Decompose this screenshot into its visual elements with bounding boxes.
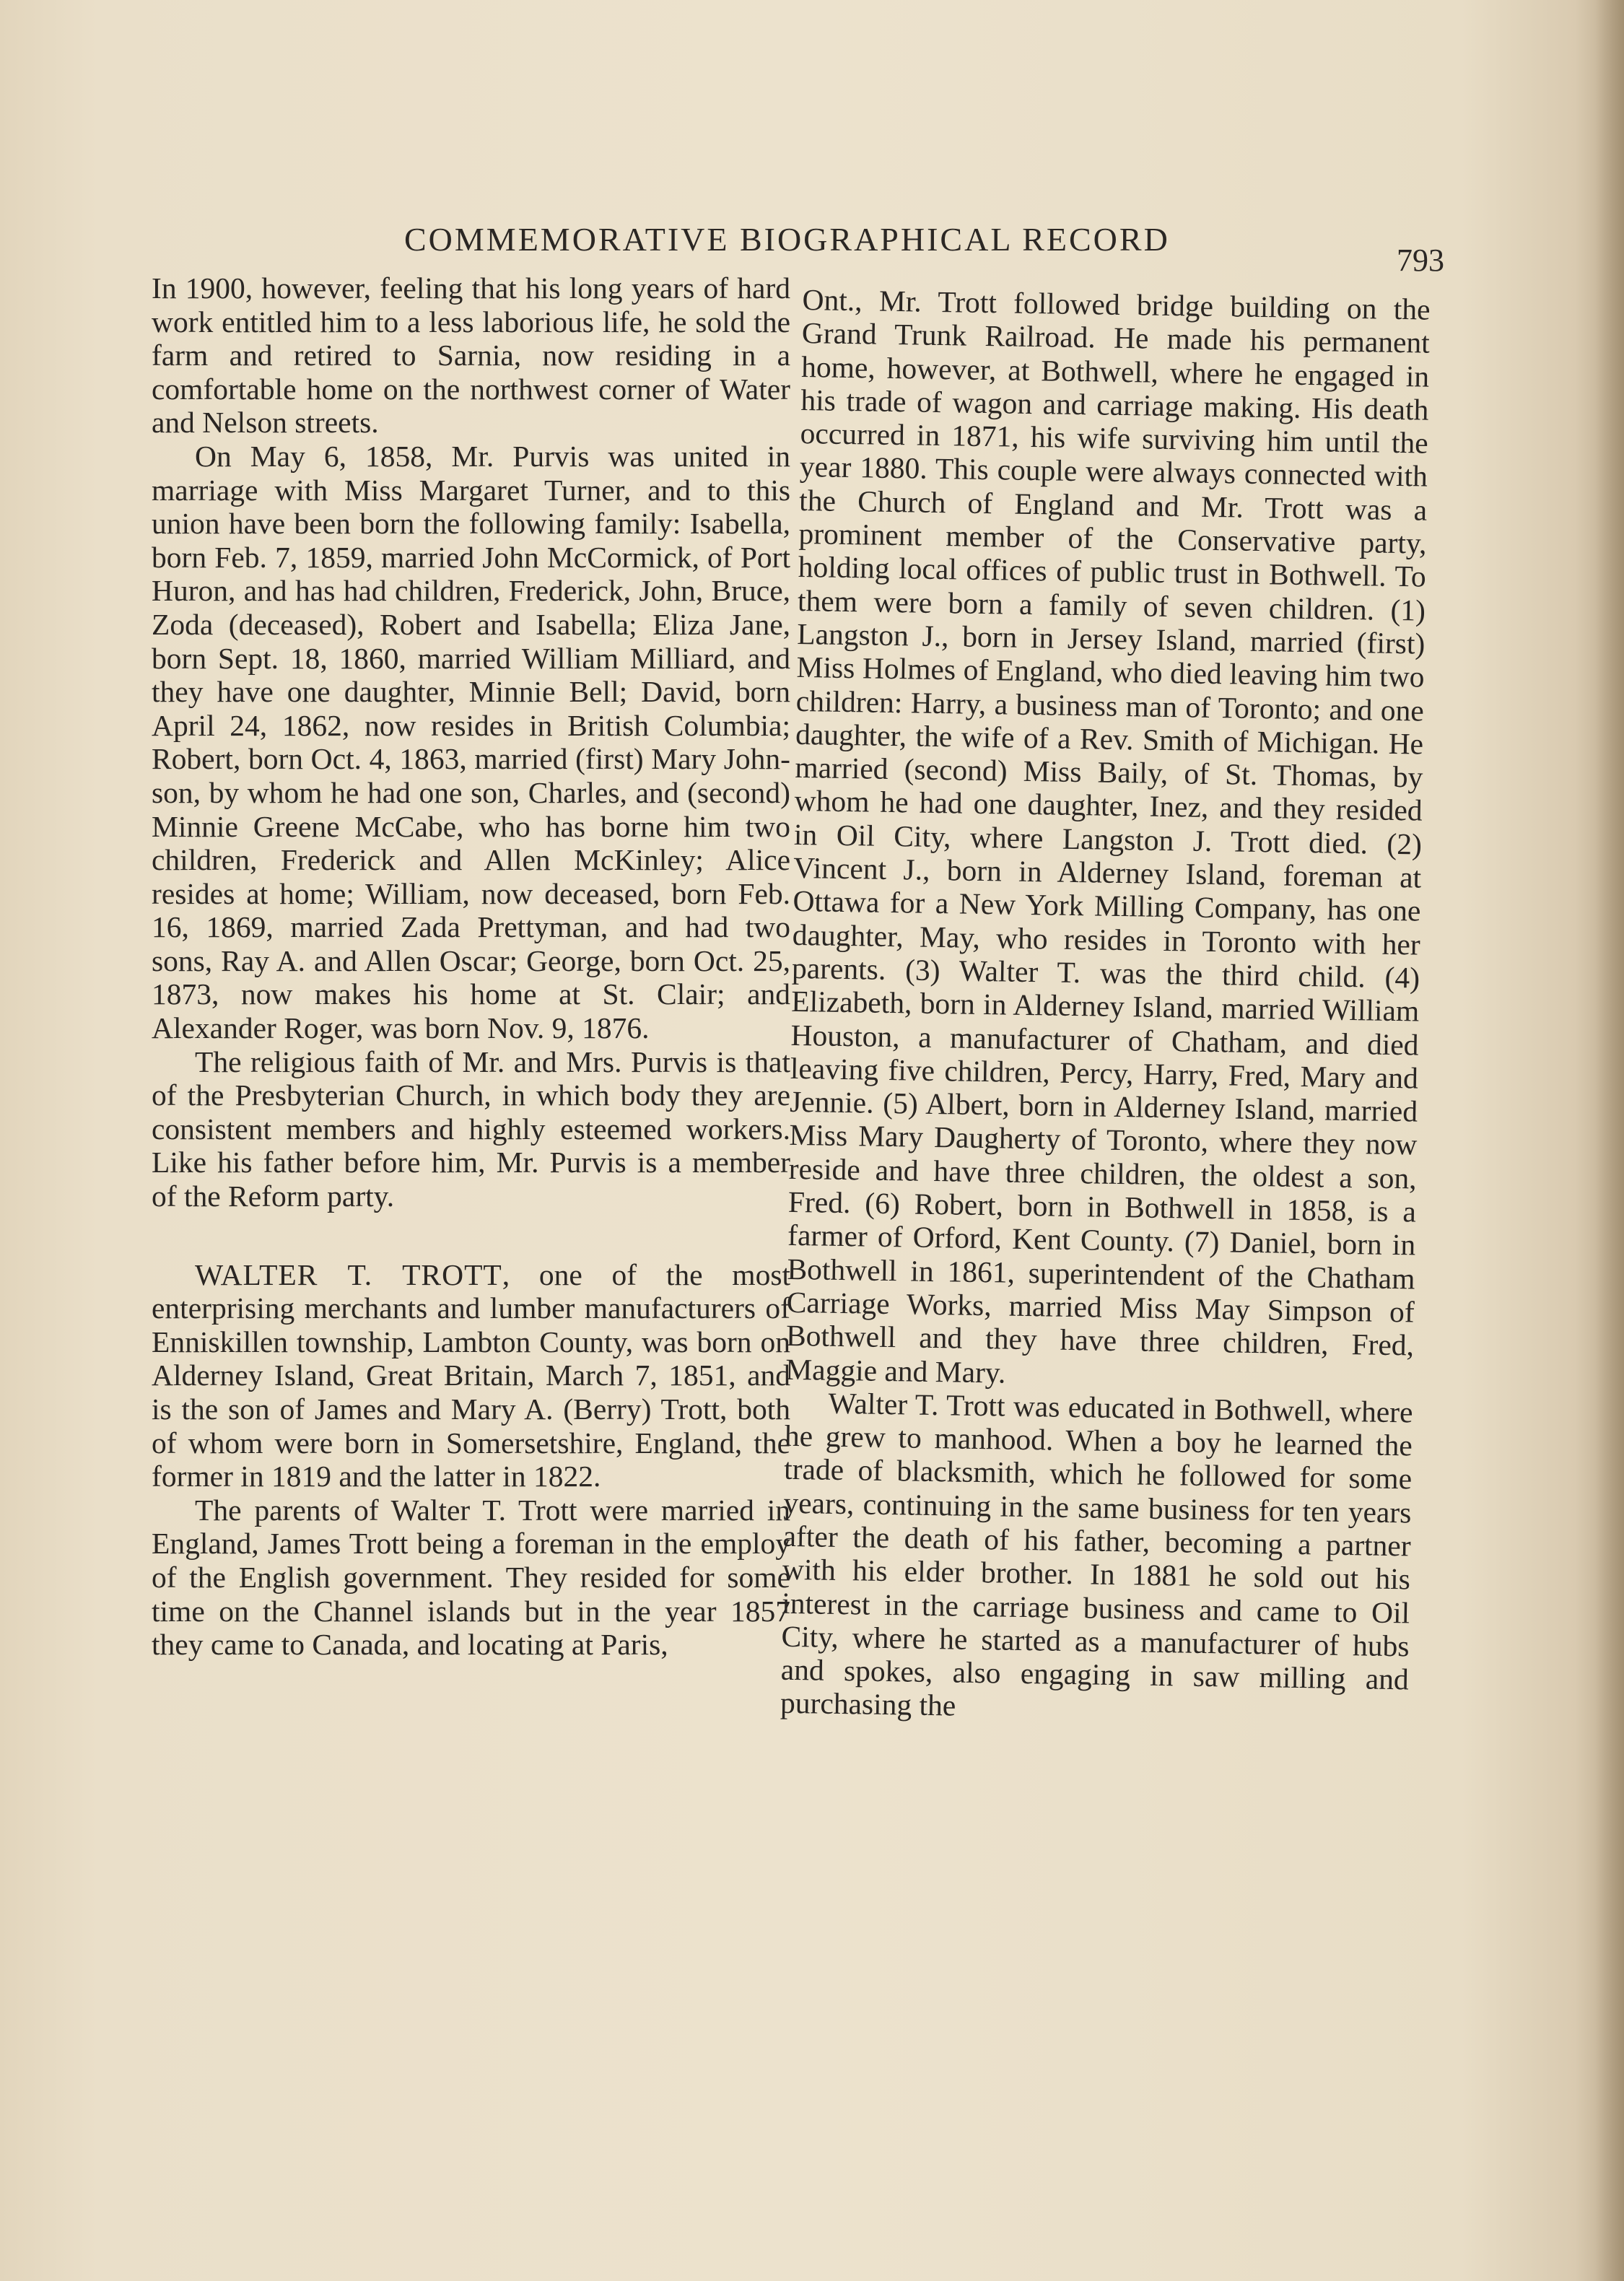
page-number: 793: [1397, 243, 1444, 278]
binding-shadow: [1595, 0, 1624, 2281]
left-column: [152, 271, 790, 1662]
right-column: [780, 283, 1431, 1730]
paragraph-purvis-family: On May 6, 1858, Mr. Purvis was united in marriage with Miss Margaret Turner, and to this union have been born the following family: Isabella, born Feb. 7, 1859, married John McCormick, of Port Huron, and has had children, Frederick, John, Bruce, Zoda (deceased), Robert and Isabella; Eliza Jane, born Sept. 18, 1860, married William Milliard, and they have one daughter, Minnie Bell; David, born April 24, 1862, now resides in British Columbia; Robert, born Oct. 4, 1863, married (first) Mary Johnson, by whom he had one son, Charles, and (second) Minnie Greene McCabe, who has borne him two children, Frederick and Allen McKinley; Alice resides at home; William, now deceased, born Feb. 16, 1869, married Zada Prettyman, and had two sons, Ray A. and Allen Oscar; George, born Oct. 25, 1873, now makes his home at St. Clair; and Alexander Roger, was born Nov. 9, 1876.: [152, 439, 790, 1045]
paragraph-trott-parents: The parents of Walter T. Trott were married in England, James Trott being a foreman in the employ of the English government. They resided for some time on the Channel islands but in the year 1857 they came to Canada, and locating at Paris,: [152, 1493, 790, 1662]
paragraph-trott-career: Walter T. Trott was educated in Bothwell, where he grew to manhood. When a boy he learned the trade of blacksmith, which he followed for some years, continuing in the same business for ten years after the death of his father, becoming a partner with his elder brother. In 1881 he sold out his interest in the carriage business and came to Oil City, where he started as a manufacturer of hubs and spokes, also engaging in saw milling and purchasing the: [780, 1386, 1413, 1723]
paragraph-trott-family: Ont., Mr. Trott followed bridge building on the Grand Trunk Railroad. He made his permanent home, however, at Bothwell, where he engaged in his trade of wagon and carriage making. His death occurred in 1871, his wife surviving him until the year 1880. This couple were always connected with the Church of England and Mr. Trott was a prominent member of the Conservative party, holding local offices of public trust in Bothwell. To them were born a family of seven children. (1) Langston J., born in Jersey Island, married (first) Miss Holmes of England, who died leaving him two children: Harry, a business man of Toronto; and one daughter, the wife of a Rev. Smith of Michigan. He married (second) Miss Baily, of St. Thomas, by whom he had one daughter, Inez, and they resided in Oil City, where Langston J. Trott died. (2) Vincent J., born in Alderney Island, foreman at Ottawa for a New York Milling Company, has one daughter, May, who resides in Toronto with her parents. (3) Walter T. was the third child. (4) Elizabeth, born in Alderney Island, married William Houston, a manufacturer of Chatham, and died leaving five children, Percy, Harry, Fred, Mary and Jennie. (5) Albert, born in Alderney Island, married Miss Mary Daugherty of Toronto, where they now reside and have three children, the oldest a son, Fred. (6) Robert, born in Bothwell in 1858, is a farmer of Orford, Kent County. (7) Daniel, born in Bothwell in 1861, superintendent of the Chatham Carriage Works, married Miss May Simpson of Bothwell and they have three children, Fred, Maggie and Mary.: [785, 283, 1431, 1390]
running-header: COMMEMORATIVE BIOGRAPHICAL RECORD: [404, 221, 1170, 258]
paragraph-retirement: In 1900, however, feeling that his long years of hard work entitled him to a less laborious life, he sold the farm and retired to Sarnia, now residing in a comfortable home on the northwest corner of Water and Nelson streets.: [152, 271, 790, 440]
paragraph-religious-faith: The religious faith of Mr. and Mrs. Purvis is that of the Presbyterian Church, in which body they are consistent members and highly esteemed workers. Like his father before him, Mr. Purvis is a member of the Reform party.: [152, 1044, 790, 1213]
article-trott-intro: [152, 1258, 790, 1493]
article-intro-text: , one of the most enterprising merchants and lumber manufacturers of Enniskillen township, Lambton County, was born on Alderney Island, Great Britain, March 7, 1851, and is the son of James and Mary A. (Berry) Trott, both of whom were born in Somersetshire, England, the former in 1819 and the latter in 1822.: [152, 1257, 790, 1493]
article-subject-name: WALTER T. TROTT: [195, 1257, 502, 1291]
